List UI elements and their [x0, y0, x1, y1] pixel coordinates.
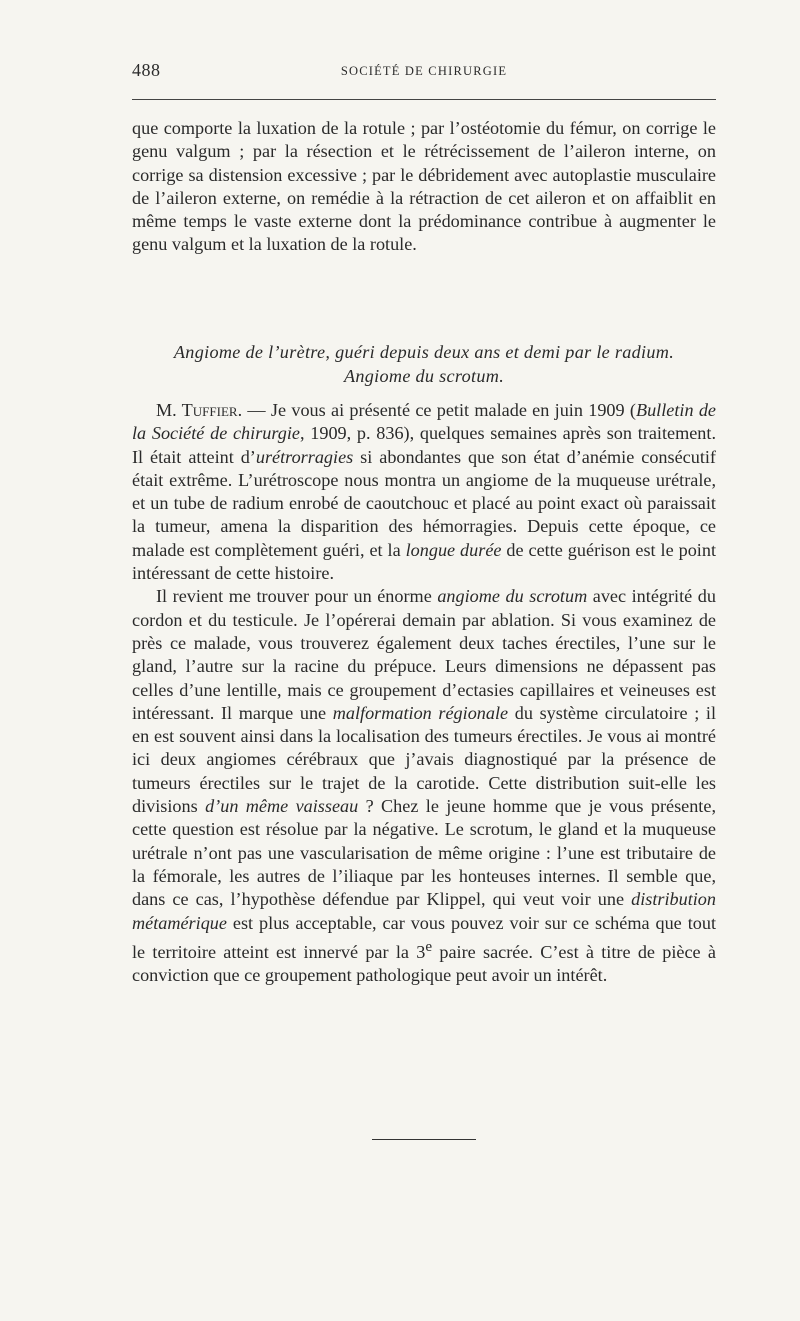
text-run: si abondantes que son état d’anémie consécutif était extrême. L’urétroscope nous montra un angiome de la muqueuse urétrale, et un tube de radium enrobé de caoutchouc et placé au point exact où paraissait la tumeur, amena la disparition des hémorragies. Depuis cette époque, ce malade est complètement guéri, et la	[132, 446, 716, 560]
header-rule	[132, 99, 716, 100]
text-run: de cette guérison est le point intéressant de cette histoire.	[132, 539, 716, 584]
body-text-continuation	[132, 117, 716, 257]
article-title	[132, 340, 716, 388]
italic-term: longue durée	[405, 539, 502, 560]
italic-term: malformation régionale	[332, 702, 509, 723]
text-run: du système circulatoire ; il en est souvent ainsi dans la localisation des tumeurs érectiles. Je vous ai montré ici deux angiomes cérébraux que j’avais diagnostiqué par la présence de tumeurs érectiles sur le trajet de la carotide. Cette distribution suit-elle les divisions	[132, 702, 717, 817]
page-header	[132, 58, 716, 92]
article-body	[132, 399, 716, 987]
italic-term: distribution métamérique	[132, 889, 716, 933]
paragraph-3	[132, 585, 716, 987]
italic-term: angiome du scrotum	[437, 586, 588, 607]
speaker-name: M. Tuffier.	[156, 400, 243, 420]
text-run: , 1909, p. 836), quelques semaines après son traitement. Il était atteint d’	[132, 423, 716, 467]
paragraph-1: que comporte la luxation de la rotule ; par l’ostéotomie du fémur, on corrige le genu valgum ; par la résection et le rétrécissement de l’aileron interne, on corrige sa distension excessive ; par le débridement avec autoplastie musculaire de l’aileron externe, on remédie à la rétraction de cet aileron et on affaiblit en même temps le vaste externe dont la prédominance contribue à augmenter le genu valgum et la luxation de la rotule.	[132, 118, 716, 255]
text-run: avec intégrité du cordon et du testicule. Je l’opérerai demain par ablation. Si vous examinez de près ce malade, vous trouverez également deux taches érectiles, l’une sur le gland, l’autre sur la racine du prépuce. Leurs dimensions ne dépassent pas celles d’une lentille, mais ce groupement d’ectasies capillaires et veineuses est intéressant. Il marque une	[132, 586, 716, 723]
end-rule	[372, 1139, 476, 1140]
page-number: 488	[132, 60, 161, 80]
superscript: e	[425, 937, 433, 955]
italic-term: urétrorragies	[255, 446, 354, 467]
article-title-line-2: Angiome du scrotum.	[343, 366, 505, 386]
paragraph-2	[132, 399, 716, 585]
italic-term: d’un même vaisseau	[205, 796, 359, 817]
text-run: — Je vous ai présenté ce petit malade en juin 1909 (	[242, 400, 636, 420]
article-title-line-1: Angiome de l’urètre, guéri depuis deux ans et demi par le radium.	[173, 342, 675, 362]
text-run: paire sacrée. C’est à titre de pièce à conviction que ce groupement pathologique peut avoir un intérêt.	[132, 941, 716, 986]
running-head: SOCIÉTÉ DE CHIRURGIE	[340, 64, 508, 78]
text-run: ? Chez le jeune homme que je vous présente, cette question est résolue par la négative. Le scrotum, le gland et la muqueuse urétrale n’ont pas une vascularisation de même origine : l’une est tributaire de la fémorale, les autres de l’iliaque par les honteuses internes. Il semble que, dans ce cas, l’hypothèse défendue par Klippel, qui veut voir une	[132, 796, 716, 910]
text-run: Il revient me trouver pour un énorme	[156, 586, 438, 607]
bulletin-reference: Bulletin de la Société de chirurgie	[132, 400, 716, 444]
text-run: est plus acceptable, car vous pouvez voir sur ce schéma que tout le territoire atteint est innervé par la 3	[132, 912, 716, 962]
